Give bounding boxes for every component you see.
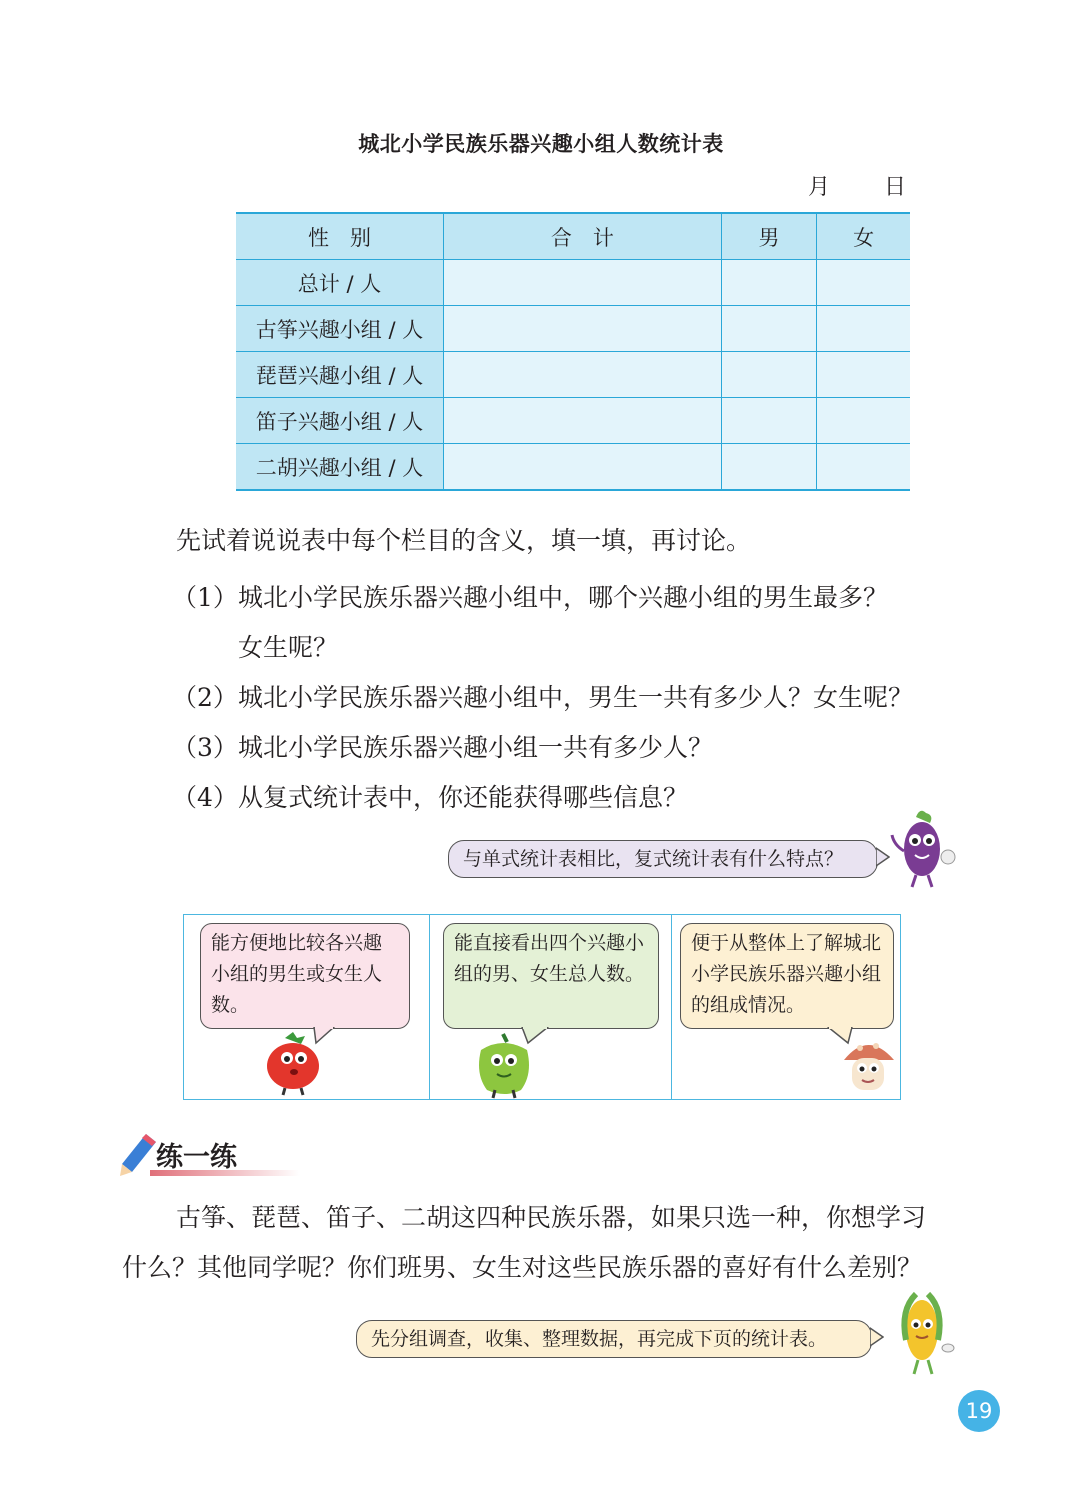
date-label [808,170,906,201]
bubble-tail-icon [870,1326,884,1348]
table-cell[interactable] [721,306,816,352]
corn-speech-bubble: 先分组调查，收集、整理数据，再完成下页的统计表。 [356,1320,872,1358]
row-label: 笛子兴趣小组 / 人 [236,398,444,444]
question-text: 城北小学民族乐器兴趣小组中，哪个兴趣小组的男生最多？ [238,583,889,612]
page-number: 19 [958,1390,1000,1432]
question-number: （4） [172,783,238,812]
answer-card-tomato: 能方便地比较各兴趣小组的男生或女生人数。 [200,923,410,1029]
header-female: 女 [817,213,910,260]
date-day: 日 [883,175,906,200]
row-label: 总计 / 人 [236,260,444,306]
question-1-continued: 女生呢？ [238,633,339,662]
answer-card-pepper: 能直接看出四个兴趣小组的男、女生总人数。 [443,923,659,1029]
table-cell[interactable] [721,352,816,398]
mushroom-mascot-icon [838,1034,898,1098]
header-total: 合 计 [444,213,722,260]
table-row [236,444,910,491]
row-label: 二胡兴趣小组 / 人 [236,444,444,491]
statistics-table [236,212,910,491]
table-cell[interactable] [444,260,722,306]
table-cell[interactable] [444,306,722,352]
table-cell[interactable] [817,398,910,444]
corn-mascot-icon [888,1290,960,1380]
tomato-mascot-icon [255,1028,335,1096]
table-cell[interactable] [817,444,910,491]
practice-line-1: 古筝、琵琶、笛子、二胡这四种民族乐器，如果只选一种，你想学习 [176,1203,927,1232]
pepper-mascot-icon [465,1030,547,1100]
table-header-row [236,213,910,260]
table-cell[interactable] [721,398,816,444]
table-row [236,260,910,306]
row-label: 琵琶兴趣小组 / 人 [236,352,444,398]
answer-card-mushroom: 便于从整体上了解城北小学民族乐器兴趣小组的组成情况。 [680,923,894,1029]
question-number: （1） [172,583,238,612]
table-cell[interactable] [721,260,816,306]
date-month: 月 [807,175,830,200]
table-cell[interactable] [817,260,910,306]
practice-title: 练一练 [156,1142,237,1173]
table-cell[interactable] [721,444,816,491]
question-1 [172,578,888,614]
table-cell[interactable] [444,352,722,398]
question-number: （3） [172,733,238,762]
question-number: （2） [172,683,238,712]
question-2 [172,678,913,714]
table-cell[interactable] [444,398,722,444]
eggplant-speech-bubble: 与单式统计表相比，复式统计表有什么特点？ [448,840,878,878]
question-4 [172,778,688,814]
practice-line-2: 什么？其他同学呢？你们班男、女生对这些民族乐器的喜好有什么差别？ [122,1253,923,1282]
eggplant-mascot-icon [888,805,960,889]
table-row [236,398,910,444]
panel-divider [429,915,430,1099]
header-male: 男 [721,213,816,260]
table-cell[interactable] [817,352,910,398]
panel-divider [671,915,672,1099]
table-title: 城北小学民族乐器兴趣小组人数统计表 [358,132,724,156]
question-text: 城北小学民族乐器兴趣小组一共有多少人？ [238,733,714,762]
question-text: 城北小学民族乐器兴趣小组中，男生一共有多少人？女生呢？ [238,683,914,712]
row-label: 古筝兴趣小组 / 人 [236,306,444,352]
intro-text: 先试着说说表中每个栏目的含义，填一填，再讨论。 [176,526,752,555]
question-3 [172,728,713,764]
table-cell[interactable] [817,306,910,352]
table-cell[interactable] [444,444,722,491]
table-row [236,352,910,398]
question-text: 从复式统计表中，你还能获得哪些信息？ [238,783,689,812]
header-gender: 性 别 [236,213,444,260]
table-row [236,306,910,352]
